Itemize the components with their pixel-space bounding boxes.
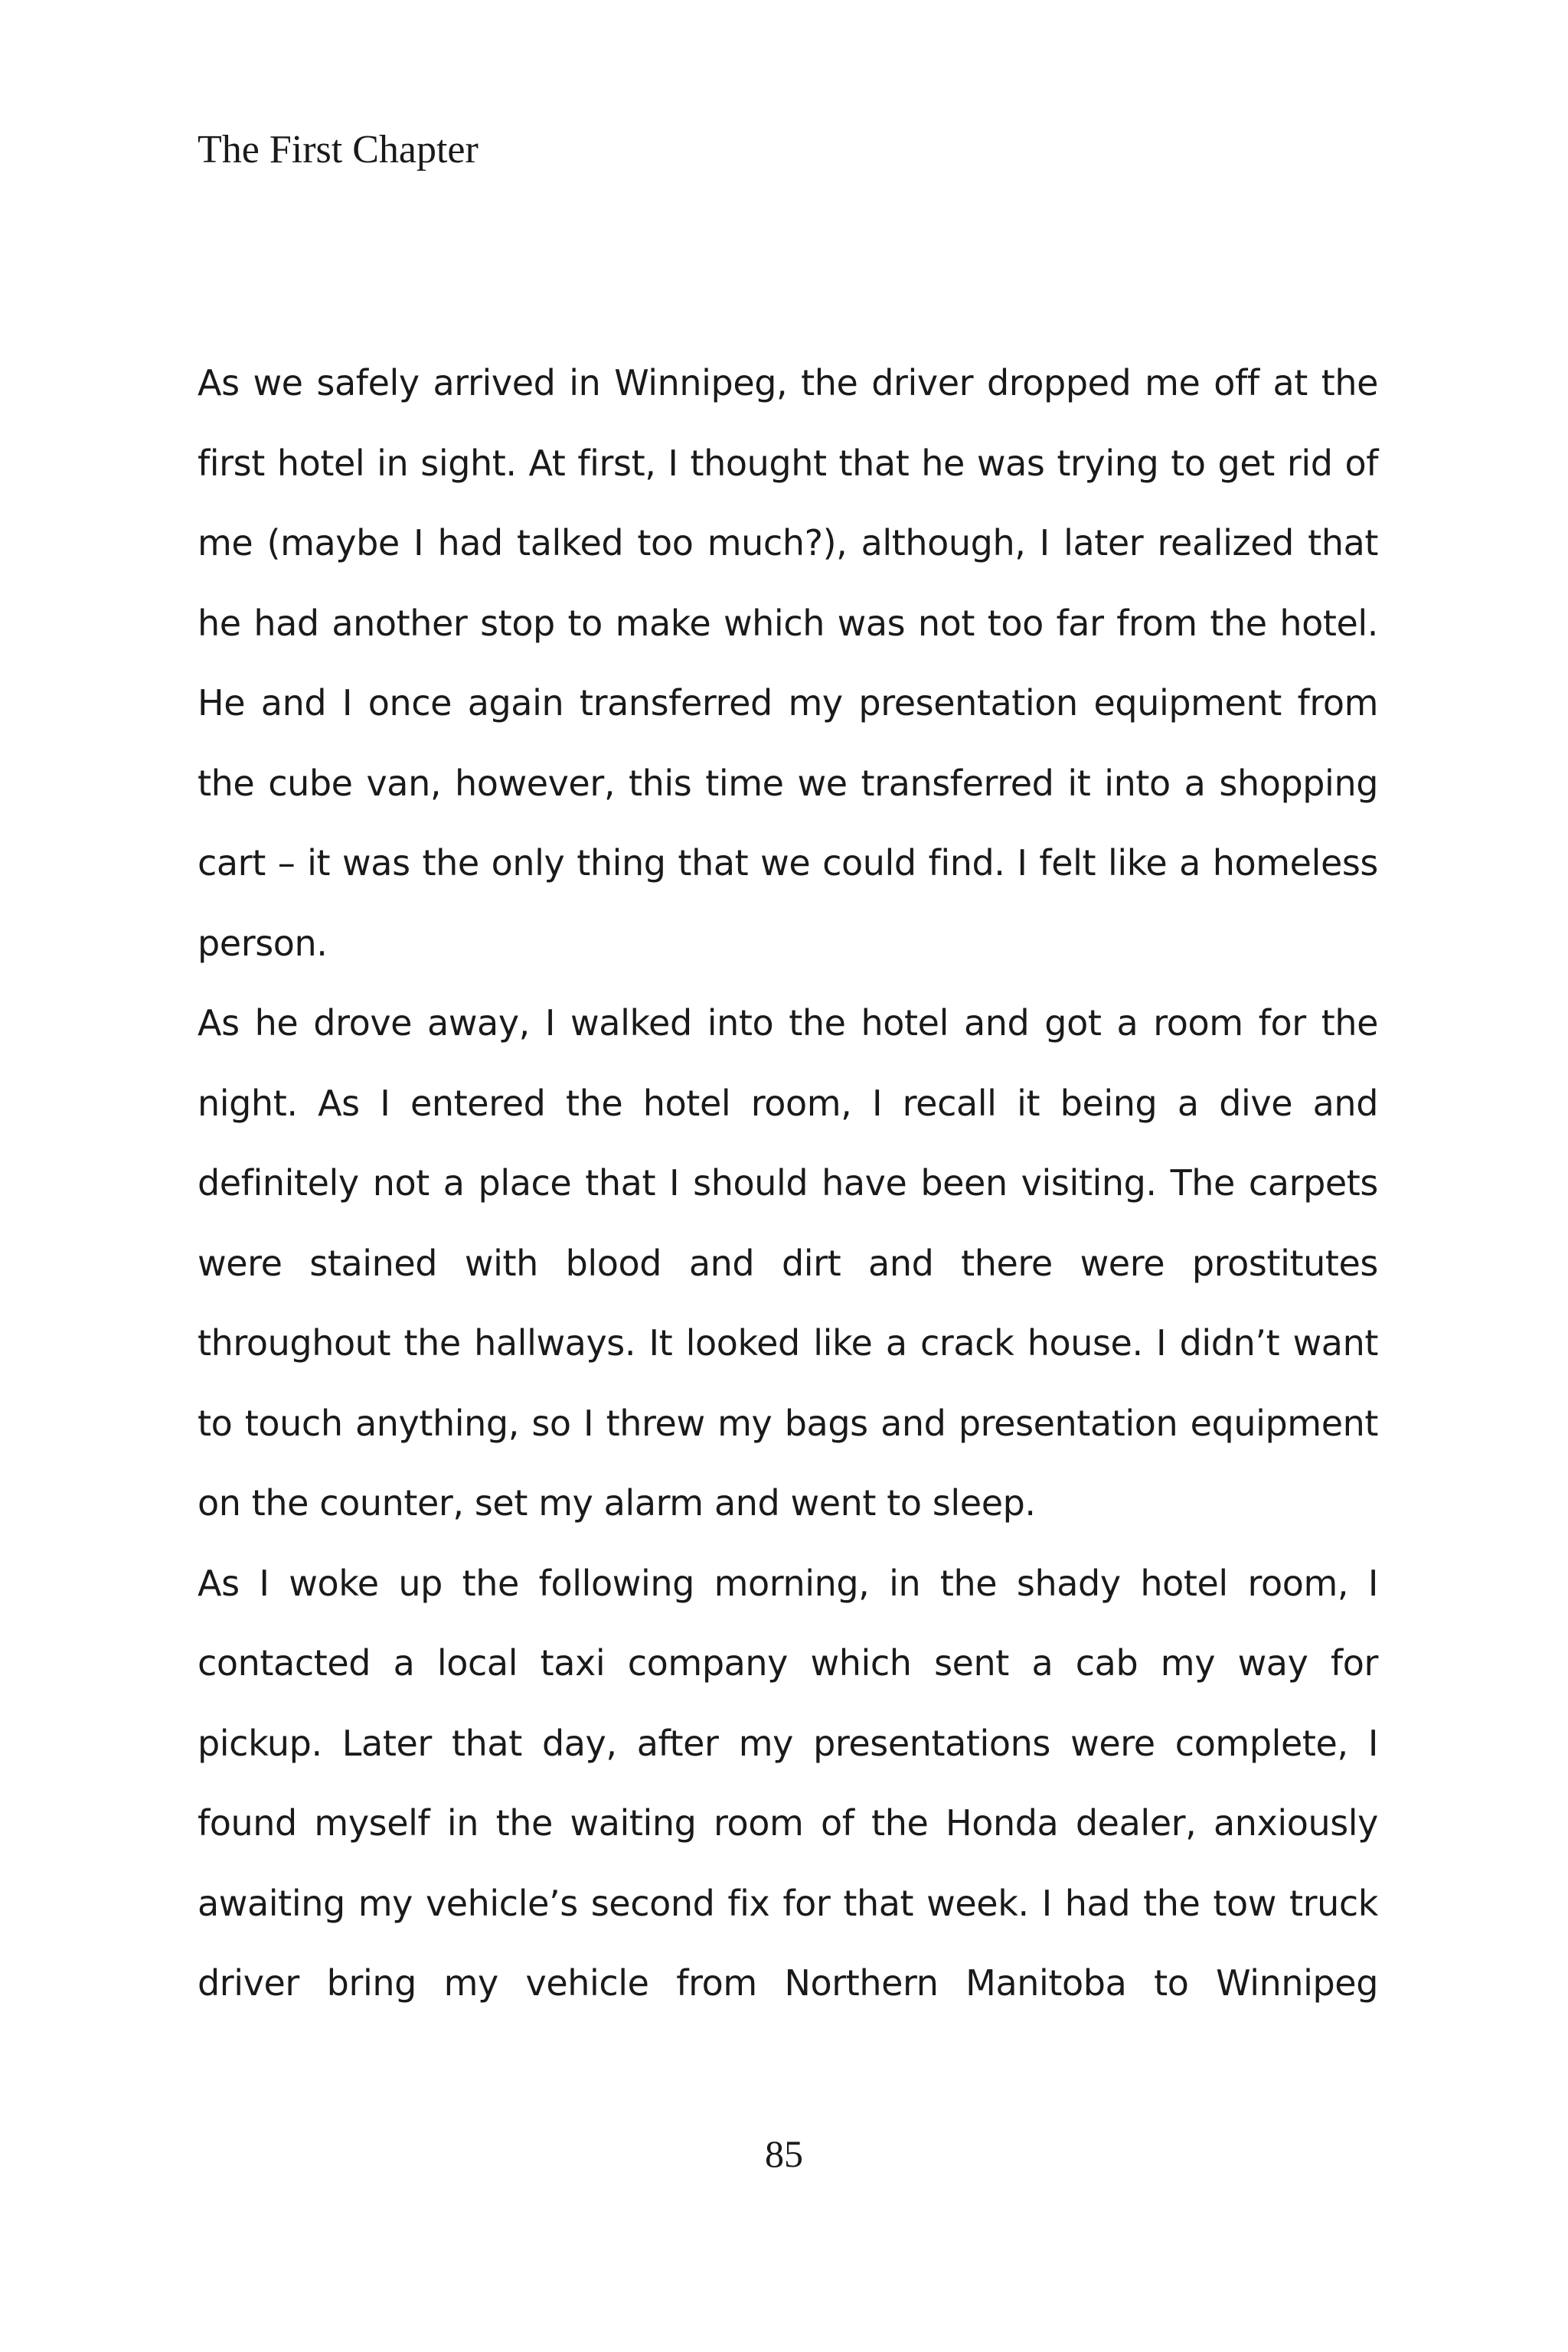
page-number: 85 xyxy=(765,2132,803,2175)
paragraph-1: As we safely arrived in Winnipeg, the driver dropped me off at the first hotel in sight. At first, I thought that he was trying to get rid of me (maybe I had talked too much?), although, I later realized that he had another stop to make which was not too far from the hotel. He and I once again transferred my presentation equipment from the cube van, however, this time we transferred it into a shopping cart – it was the only thing that we could find. I felt like a homeless person. xyxy=(198,362,1378,964)
paragraph-3: As I woke up the following morning, in the shady hotel room, I contacted a local taxi company which sent a cab my way for pickup. Later that day, after my presentations were complete, I found myself in the waiting room of the Honda dealer, anxiously awaiting my vehicle’s second fix for that week. I had the tow truck driver bring my vehicle from Northern Manitoba to Winnipeg xyxy=(198,1562,1378,2004)
body-text xyxy=(198,343,1378,2024)
running-head: The First Chapter xyxy=(198,128,479,172)
paragraph-2: As he drove away, I walked into the hotel and got a room for the night. As I entered the hotel room, I recall it being a dive and definitely not a place that I should have been visiting. The carpets were stained with blood and dirt and there were prostitutes throughout the hallways. It looked like a crack house. I didn’t want to touch anything, so I threw my bags and presentation equipment on the counter, set my alarm and went to sleep. xyxy=(198,1002,1378,1524)
